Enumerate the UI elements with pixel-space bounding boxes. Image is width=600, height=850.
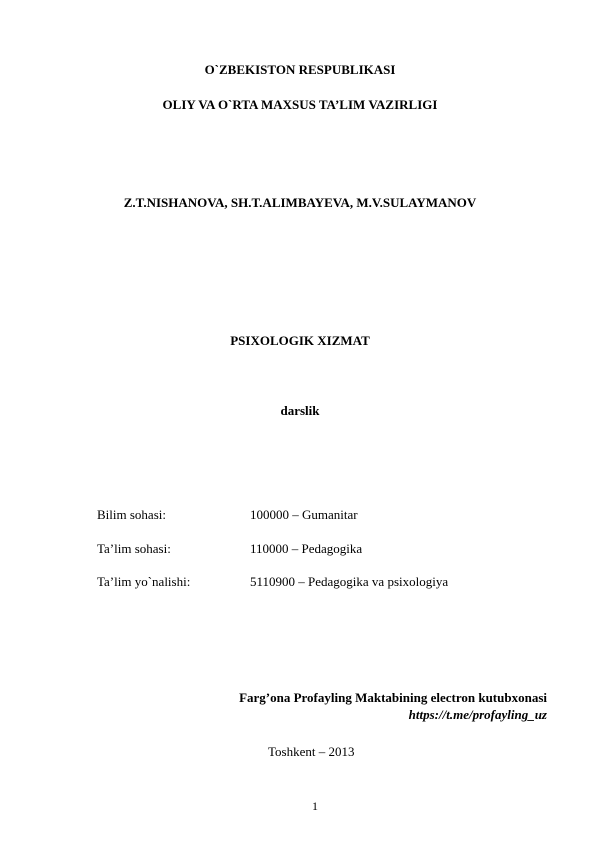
field-label: Bilim sohasi: [97, 507, 166, 522]
field-value: 5110900 – Pedagogika va psixologiya [250, 574, 449, 589]
field-value: 100000 – Gumanitar [250, 507, 358, 522]
book-subtitle: darslik [280, 403, 320, 418]
ministry-heading: OLIY VA O`RTA MAXSUS TA’LIM VAZIRLIGI [162, 97, 438, 112]
library-name: Farg’ona Profayling Maktabining electron kutubxonasi [239, 690, 547, 705]
country-heading: O`ZBEKISTON RESPUBLIKASI [204, 62, 396, 77]
field-label: Ta’lim yo`nalishi: [97, 574, 191, 589]
place-year: Toshkent – 2013 [268, 744, 355, 759]
book-title: PSIXOLOGIK XIZMAT [230, 333, 370, 348]
authors: Z.T.NISHANOVA, SH.T.ALIMBAYEVA, M.V.SULAYMANOV [123, 195, 477, 210]
library-link[interactable]: https://t.me/profayling_uz [408, 707, 547, 722]
field-label: Ta’lim sohasi: [97, 541, 171, 556]
page-number: 1 [312, 799, 318, 813]
field-value: 110000 – Pedagogika [250, 541, 363, 556]
